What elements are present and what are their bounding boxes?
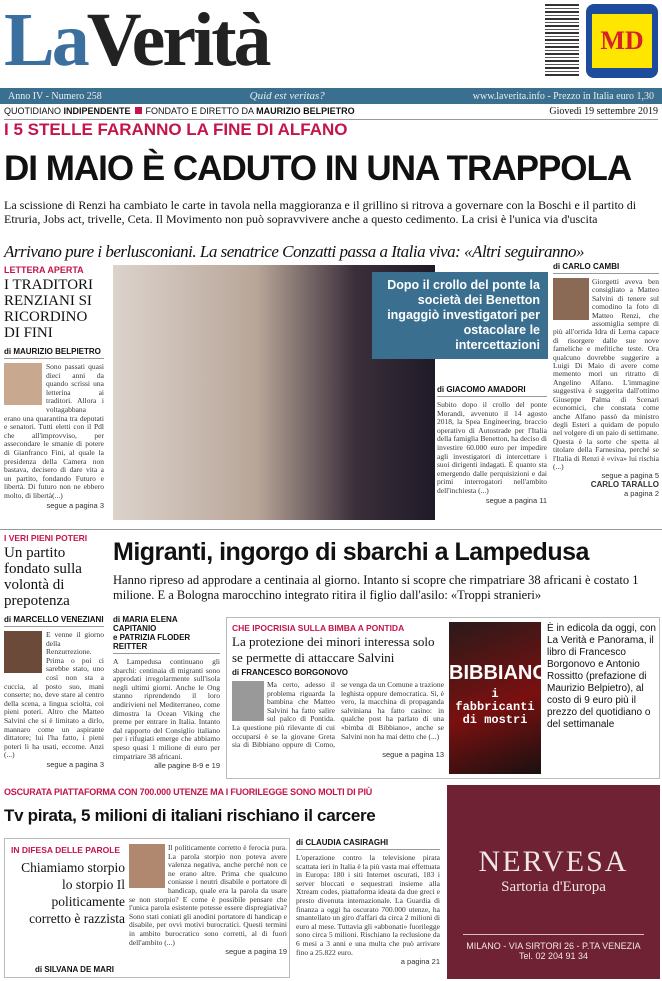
benetton-article [437,385,547,505]
ad-phone: Tel. 02 204 91 34 [518,951,589,961]
benetton-headline: Dopo il crollo del ponte la società dei Benetton ingaggiò investigatori per ostacolare le intercettazioni [372,272,548,359]
demari-kicker: IN DIFESA DELLE PAROLE [11,845,121,855]
benetton-continue[interactable]: segue a pagina 11 [485,495,547,505]
tarallo-page[interactable]: a pagina 2 [623,489,659,499]
cambi-photo [553,278,589,320]
nervesa-ad[interactable] [447,785,660,979]
cambi-byline: di CARLO CAMBI [553,262,659,274]
barcode [545,4,579,76]
migranti-body: A Lampedusa continuano gli sbarchi: centinaia di migranti sono approdati irregolarmente sull'isola negli ultimi giorni. Anche le Ong stanno riprendendo il loro andirivieni nel Mediterraneo, come dimostra la Ocean Viking che preme per entrare in Italia. Intanto dal rapporto del Consiglio italiano per i rifugiati emerge che abbiamo speso quasi 1 milione di euro per rimpatriare 38 africani. [113,657,220,761]
belpietro-photo [4,363,42,405]
veneziani [4,533,104,769]
migranti-byline-2: e PATRIZIA FLODER REITTER [113,633,191,651]
veneziani-photo [4,631,42,673]
issue-number: Anno IV - Numero 258 [8,90,102,102]
editorial-kicker: LETTERA APERTA [4,265,84,275]
book-subtitle: i fabbricanti di mostri [455,687,535,727]
tarallo-byline: CARLO TARALLO [590,480,659,490]
lead-italic: Arrivano pure i berlusconiani. La senatrice Conzatti passa a Italia viva: «Altri seguiranno» [4,242,584,261]
lead-kicker: I 5 STELLE FARANNO LA FINE DI ALFANO [4,120,348,139]
editorial-continue[interactable]: segue a pagina 3 [46,500,104,510]
migranti-deck: Hanno ripreso ad approdare a centinaia al giorno. Intanto si scopre che rimpatriare 38 africani è costato 1 milione. E a Bologna marocchino integrato ritira il figlio dall'asilo: «Troppi stranieri» [113,573,639,602]
ad-brand: NERVESA [478,845,629,878]
bibbiano-kicker: CHE IPOCRISIA SULLA BIMBA A PONTIDA [232,623,405,633]
bibbiano-continue[interactable]: segue a pagina 13 [382,749,444,759]
migranti-byline-1: di MARIA ELENA CAPITANIO [113,615,178,633]
bibbiano-byline: di FRANCESCO BORGONOVO [232,668,349,677]
bibbiano-article [232,668,444,759]
md-ad-logo [586,4,658,78]
lead-headline: DI MAIO È CADUTO IN UNA TRAPPOLA [4,149,632,188]
benetton-body: Subito dopo il crollo del ponte Morandi, avvenuto il 14 agosto 2018, la Spea Engineering, braccio operativo di Autostrade per l'Italia della famiglia Benetton, ha deciso di investire 60.000 euro per impedire agli investigatori di intercettare i suoi dirigenti indagati. È quanto sta emergendo dalle perquisizioni e dai primi interrogatori nell'ambito dell'inchiesta (...) [437,400,547,495]
bibbiano-body: Ma certo, adesso il problema riguarda la bambina che Matteo Salvini ha fatto salire sul palco di Pontida. La questione più rilevante di cui occuparsi è se la giovane Greta sia di Bibbiano oppure di Como, se venga da un Comune a trazione leghista oppure democratica. Sì, è vero, la macchina di propaganda salviniana ha fatto casino: in qualche post ha parlato di una «bimba di Bibbiano», anche se Salvini non ha mai detto che (...) [232,680,444,750]
veneziani-kicker: I VERI PIENI POTERI [4,533,88,543]
ad-address: MILANO - VIA SIRTORI 26 - P.TA VENEZIA [466,941,641,951]
cambi-article [553,262,659,498]
tv-byline: di CLAUDIA CASIRAGHI [296,838,440,850]
tv-headline: Tv pirata, 5 milioni di italiani rischiano il carcere [4,806,376,825]
date: Giovedì 19 settembre 2019 [549,106,658,117]
md-logo-text: MD [592,14,652,68]
site-price: www.laverita.info - Prezzo in Italia euro 1,30 [472,90,654,102]
info-bar [0,88,662,104]
cambi-body: Giorgetti aveva ben consigliato a Matteo Salvini di tenere sul comodino la foto di Matteo Renzi, che assomiglia sempre di più all'orrida Idra di Lerna capace di risorgere dalle sue nove fameliche e mefitiche teste. Ora qualcuno dovrebbe suggerire a Luigi Di Maio di avere come memento mori un ritratto di Angelino Alfano. L'immagine suggestiva è suggerita dall'ottimo Giuseppe Palma di Scenari economici, che constata come anche Alfano passò da ministro degli Esteri a quidam de populo nel volgere di un paio di settimane. Questa è la sorte che spetta al titolare della Farnesina, perché se l'Italia di Renzi è «viva» lui rischia (...) [553,277,659,471]
motto: Quid est veritas? [249,90,325,102]
tagline-bold: INDIPENDENTE [63,106,131,116]
veneziani-byline: di MARCELLO VENEZIANI [4,615,104,627]
benetton-byline: di GIACOMO AMADORI [437,385,547,397]
demari-box [4,838,290,978]
veneziani-continue[interactable]: segue a pagina 3 [46,759,104,769]
book-title: BIBBIANO [449,662,548,684]
tagline-pre: QUOTIDIANO [4,106,62,116]
demari-headline: Chiamiamo storpio lo storpio Il politicamente corretto è razzista [21,860,125,926]
migranti-continue[interactable]: alle pagine 8-9 e 19 [154,761,220,771]
veneziani-headline: Un partito fondato sulla volontà di prepotenza [4,545,82,609]
demari-body: Il politicamente corretto è ferocia pura. La parola storpio non poteva avere valenza negativa, anche perché non ce ne erano altre. Prima che qualcuno coniasse i neutri disabile e portatore di handicap, quale era la parola da usare se non storpio? E come è possibile pensare che l'unica parola esistente potesse essere dispregiativa? Sono stati coniati gli anodini portatore di handicap e disabile, per ovvi motivi burocratici. Questi termini in ambito burocratico sono corretti, al di fuori dell'ambito (...) [129,843,287,947]
editorial-body: Sono passati quasi dieci anni da quando scrissi una letterina ai traditori. Allora i voltagabbana erano una quarantina tra deputati e senatori. Tutti eletti con il Pdl che all'improvviso, per assecondare le smanie di potere di Gianfranco Fini, al quale la presidenza della Camera non bastava, decisero di dare vita a un partito, fondando Futuro e libertà. Di futuro non ne ebbero molto, di libertà(...) [4,362,104,500]
tv-continue[interactable]: a pagina 21 [400,957,440,967]
migranti-headline: Migranti, ingorgo di sbarchi a Lampedusa [113,538,589,566]
founder: MAURIZIO BELPIETRO [256,106,355,116]
ad-sub: Sartoria d'Europa [501,879,606,895]
demari-photo [129,844,165,888]
tv-article [296,838,440,966]
borgonovo-photo [232,681,264,721]
book-cover [449,622,548,774]
lead-deck: La scissione di Renzi ha cambiato le carte in tavola nella maggioranza e il grillino si ritrova a governare con la Boschi e il partito di Etruria, Jobs act, trivelle, Ceta. Il Movimento non può sopravvivere anche a questo cedimento. La crisi è l'unica via d'uscita [4,198,637,226]
cambi-continue[interactable]: segue a pagina 5 [601,471,659,481]
book-promo: È in edicola da oggi, con La Verità e Panorama, il libro di Francesco Borgonovo e Antonio Rossitto (prefazione di Maurizio Belpietro), al costo di 9 euro più il prezzo del quotidiano o del settimanale [547,623,656,730]
bibbiano-box [226,617,660,779]
tv-kicker: OSCURATA PIATTAFORMA CON 700.000 UTENZE MA I FUORILEGGE SONO MOLTI DI PIÙ [4,787,373,797]
divider [0,529,662,530]
demari-byline: di SILVANA DE MARI [35,965,114,974]
migranti-article [113,615,220,770]
bibbiano-headline: La protezione dei minori interessa solo se permette di attaccare Salvini [232,634,435,665]
editorial [4,265,104,510]
demari-continue[interactable]: segue a pagina 19 [225,947,287,957]
founder-pre: FONDATO E DIRETTO DA [145,106,254,116]
editorial-headline: I TRADITORI RENZIANI SI RICORDINO DI FINI [4,277,94,341]
tagline-row [4,106,658,120]
editorial-byline: di MAURIZIO BELPIETRO [4,347,104,359]
tv-body: L'operazione contro la televisione pirata scattata ieri in Italia è la più vasta mai effettuata in Europa: 180 i siti Internet oscurati, 183 i server bloccati e sequestrati insieme alla Xtream codes, piattaforma ideata da due greci e presto divenuta internazionale. La Guardia di finanza a oggi ha oscurato 700.000 utenze, ha smantellato un giro d'affari da circa 2 milioni di euro al mese. Tuttavia gli «abbonati» fuorilegge sono circa 5 milioni. Rischiano la reclusione da 6 mesi a 3 anni e una multa che può arrivare fino a 25.822 euro. [296,853,440,957]
masthead-logo: LaVerità [4,0,269,82]
veneziani-body: E venne il giorno della Renzurrezione. Prima o poi ci sarebbe stato, uno così non sta a cuccia, al posto suo, mani conserte; no, deve stare al centro della scena, a lingua sciolta, coi pieni poteri. Altro che Matteo Salvini che si è limitato a dirlo, mannaro come un aspirante dittatore; lui l'ha fatto, i pieni poteri li ha usati, eccome. Anzi (...) [4,630,104,760]
